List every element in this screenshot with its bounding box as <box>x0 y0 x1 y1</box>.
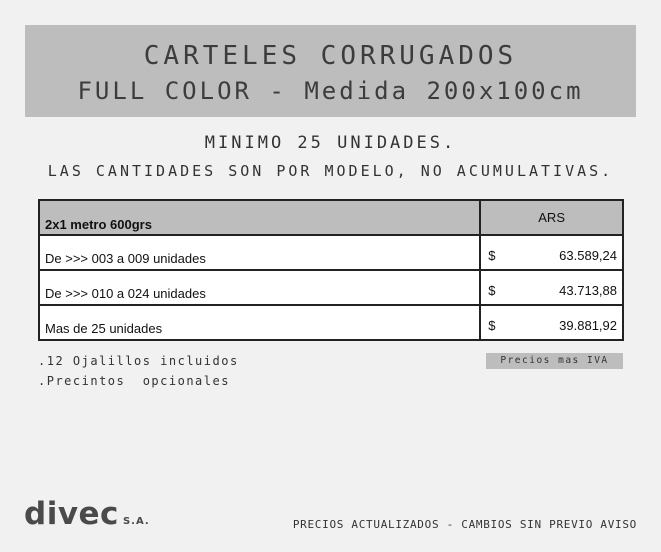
price-value: 39.881,92 <box>559 318 617 333</box>
header-currency: ARS <box>480 200 623 235</box>
title-banner <box>25 25 636 117</box>
currency-symbol: $ <box>488 248 496 263</box>
price-value: 63.589,24 <box>559 248 617 263</box>
price-cell <box>480 235 623 270</box>
header-product: 2x1 metro 600grs <box>39 200 480 235</box>
price-table <box>38 199 624 341</box>
extras-line-seals: .Precintos opcionales <box>38 374 230 388</box>
brand-suffix: S.A. <box>122 516 150 527</box>
per-model-note: LAS CANTIDADES SON POR MODELO, NO ACUMULATIVAS. <box>47 162 614 180</box>
row-label: De >>> 003 a 009 unidades <box>39 235 480 270</box>
currency-symbol: $ <box>488 283 496 298</box>
tax-note-badge: Precios mas IVA <box>486 353 623 369</box>
currency-symbol: $ <box>488 318 496 333</box>
row-label: Mas de 25 unidades <box>39 305 480 340</box>
footer-note: PRECIOS ACTUALIZADOS - CAMBIOS SIN PREVIO AVISO <box>292 518 637 531</box>
price-value: 43.713,88 <box>559 283 617 298</box>
page-title: CARTELES CORRUGADOS <box>143 41 518 71</box>
brand-logo <box>24 496 150 532</box>
table-header-row <box>39 200 623 235</box>
price-cell <box>480 270 623 305</box>
extras-line-eyelets: .12 Ojalillos incluidos <box>38 354 239 368</box>
row-label: De >>> 010 a 024 unidades <box>39 270 480 305</box>
price-cell <box>480 305 623 340</box>
page-subtitle: FULL COLOR - Medida 200x100cm <box>77 77 584 105</box>
extras-notes <box>38 351 239 391</box>
brand-name: divec <box>24 496 119 532</box>
table-row <box>39 305 623 340</box>
table-row <box>39 235 623 270</box>
table-row <box>39 270 623 305</box>
minimum-note: MINIMO 25 UNIDADES. <box>204 133 457 153</box>
